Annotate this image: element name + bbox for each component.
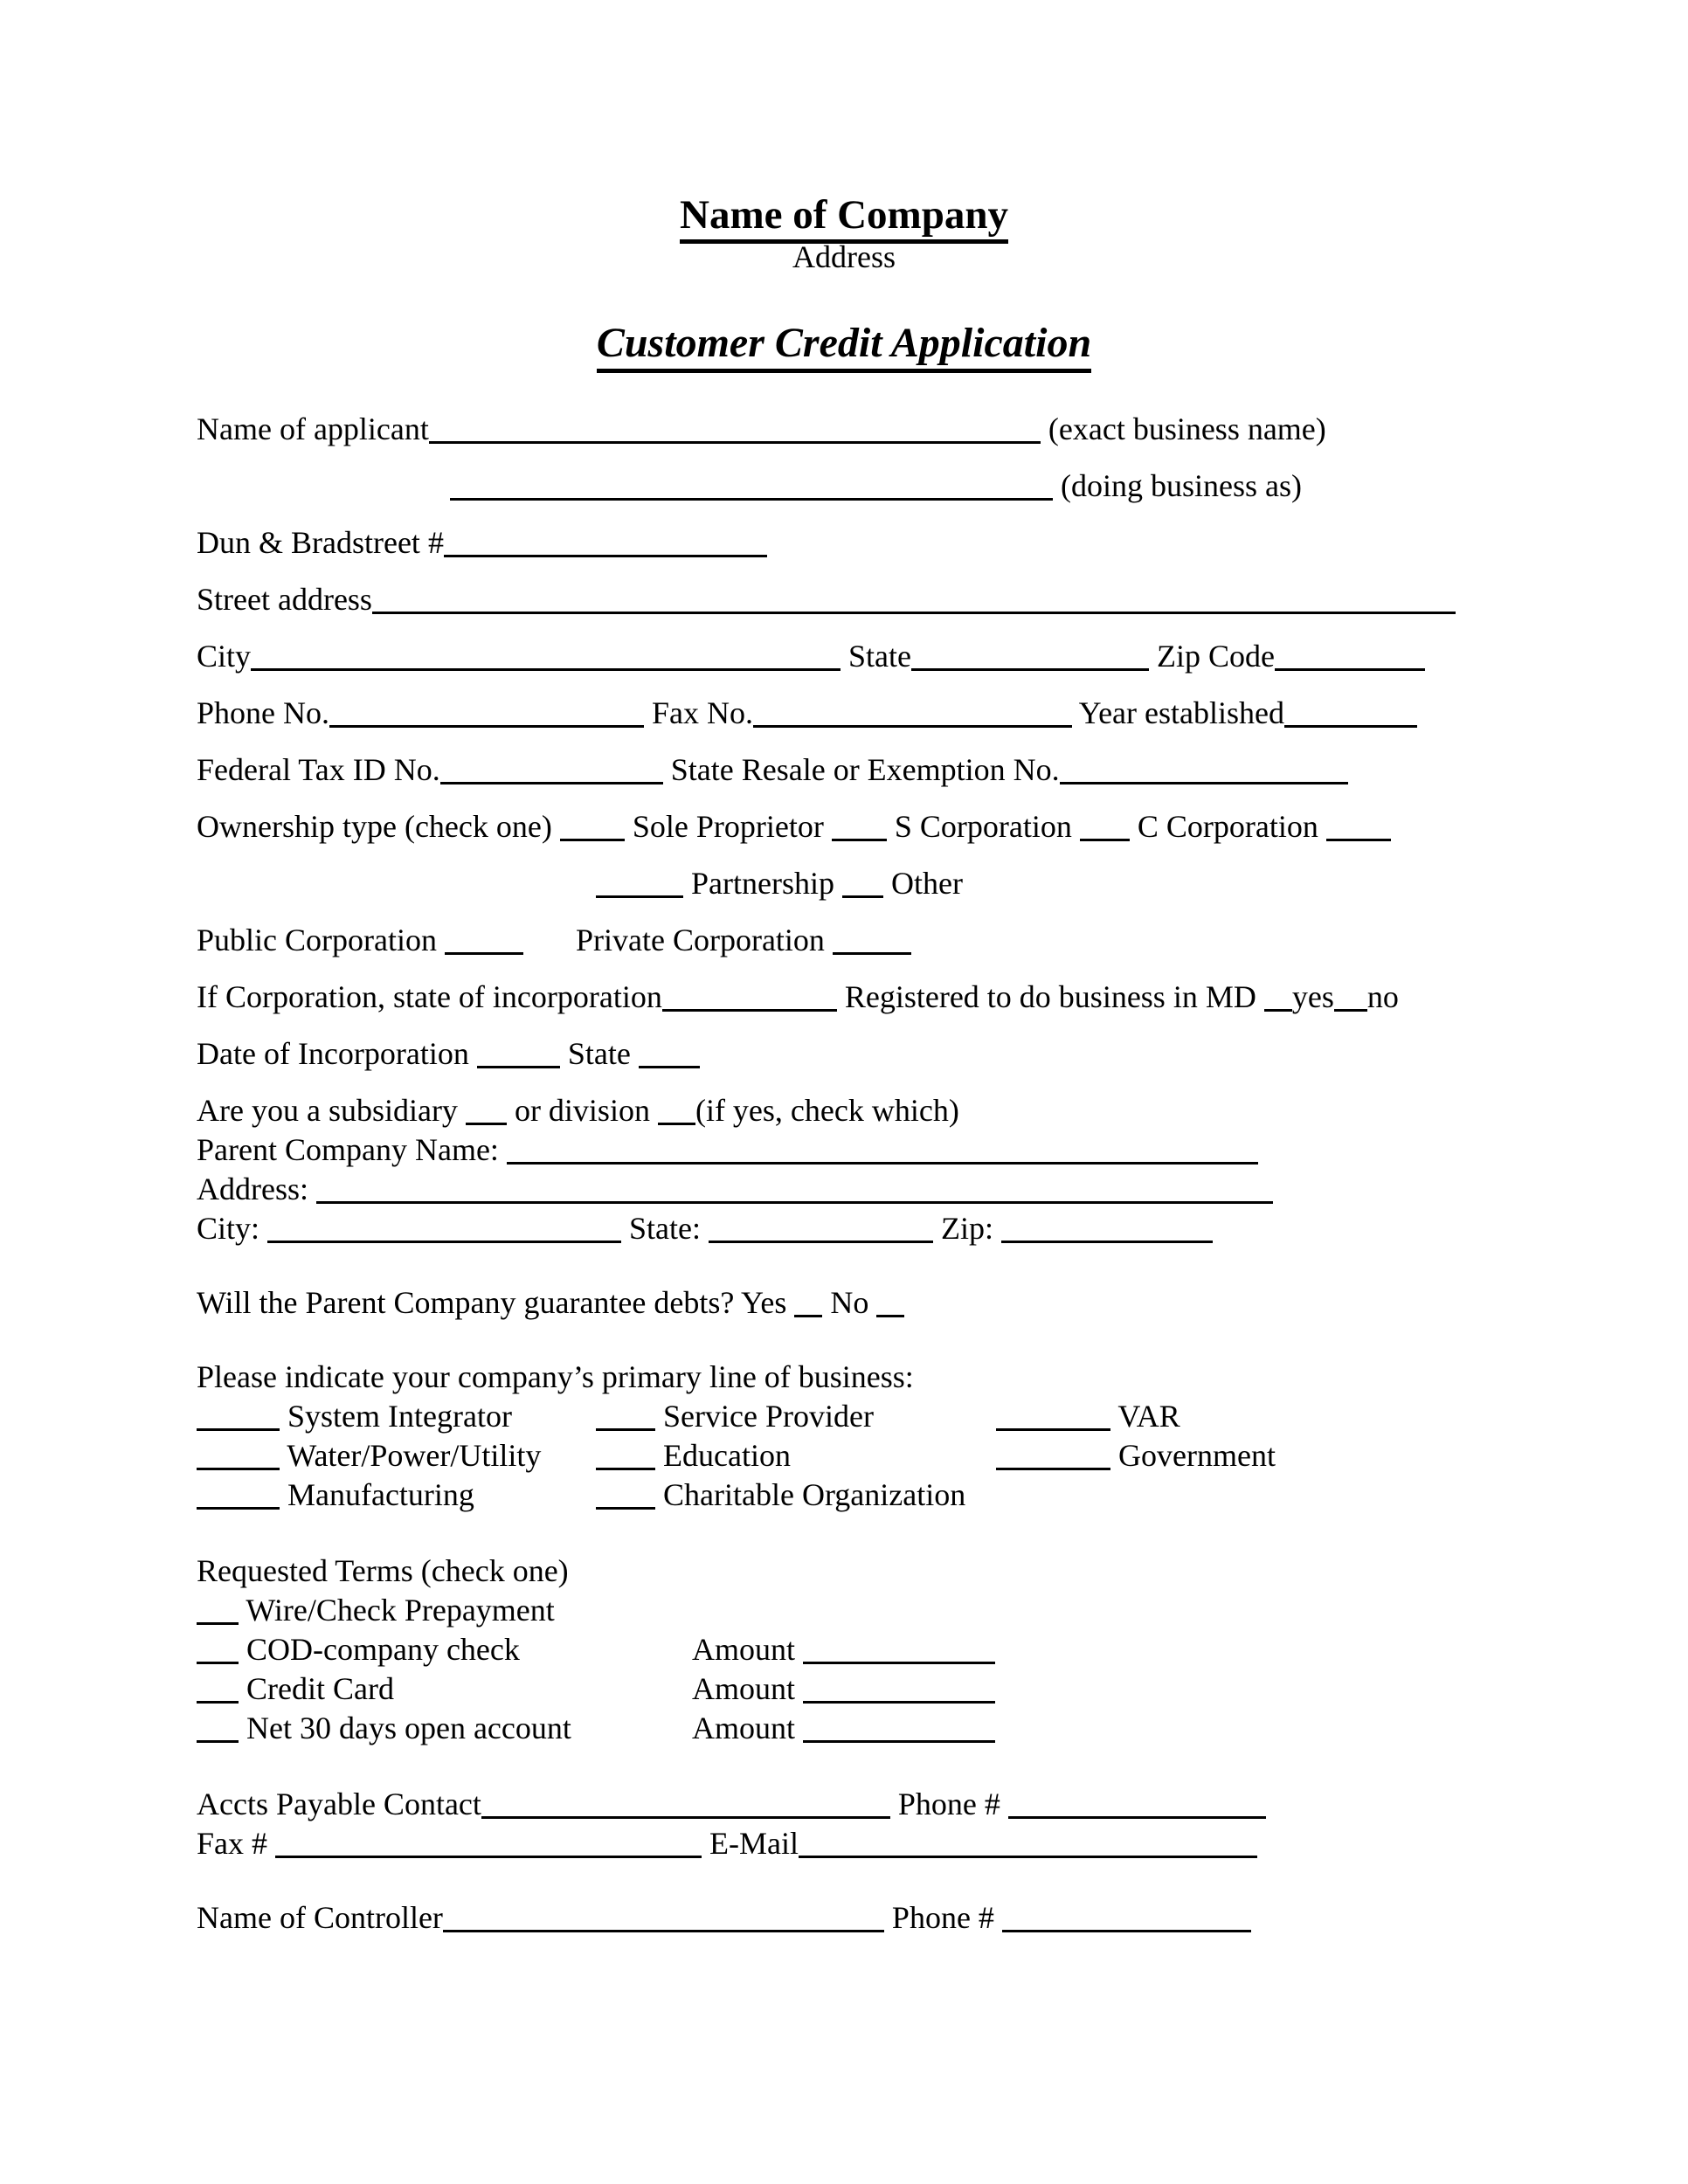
- ap-email-label: E-Mail: [709, 1826, 799, 1861]
- manufacturing-blank: [197, 1477, 280, 1510]
- parent-zip-label: Zip:: [941, 1211, 994, 1246]
- ap-phone-label: Phone #: [897, 1787, 1000, 1821]
- federal-tax-blank: [440, 752, 663, 784]
- c-corporation-label: C Corporation: [1137, 809, 1318, 844]
- line-of-business-header: Please indicate your company’s primary line of business:: [197, 1359, 914, 1394]
- parent-address-blank: [316, 1171, 1273, 1204]
- var-blank: [996, 1399, 1110, 1431]
- s-corporation-label: S Corporation: [894, 809, 1072, 844]
- ap-contact-blank: [481, 1787, 890, 1819]
- controller-phone-blank: [1002, 1900, 1251, 1932]
- form-body: [0, 410, 1688, 1938]
- registered-md-label: Registered to do business in MD: [844, 979, 1256, 1014]
- parent-name-blank: [507, 1132, 1258, 1165]
- ap-phone-blank: [1008, 1787, 1266, 1819]
- education-blank: [596, 1438, 655, 1470]
- net30-label: Net 30 days open account: [246, 1711, 571, 1745]
- sole-proprietor-blank: [560, 809, 625, 841]
- credit-card-amount-blank: [803, 1671, 995, 1704]
- other-blank: [842, 866, 883, 898]
- row-city-state-zip: [197, 637, 1487, 676]
- state-resale-blank: [1060, 752, 1348, 784]
- row-business-2: [197, 1436, 1487, 1476]
- public-corporation-blank: [445, 923, 523, 955]
- cod-label: COD-company check: [246, 1632, 520, 1667]
- guarantee-no-blank: [876, 1285, 904, 1317]
- row-public-private: [197, 921, 1487, 960]
- row-business-3: [197, 1476, 1487, 1515]
- row-guarantee-debts: [197, 1283, 1487, 1323]
- manufacturing-label: Manufacturing: [287, 1477, 474, 1512]
- parent-city-label: City:: [197, 1211, 260, 1246]
- date-incorporation-label: Date of Incorporation: [197, 1036, 469, 1071]
- wire-prepayment-blank: [197, 1593, 239, 1625]
- business-col-water-power-utility: [197, 1436, 596, 1476]
- fax-blank: [753, 695, 1072, 728]
- row-parent-address: [197, 1170, 1487, 1209]
- row-term-credit-card: [197, 1669, 1487, 1709]
- street-blank: [372, 582, 1456, 614]
- water-power-utility-blank: [197, 1438, 280, 1470]
- other-label: Other: [890, 866, 963, 901]
- credit-card-amount: [692, 1669, 1487, 1709]
- cod-amount: [692, 1630, 1487, 1669]
- row-state-of-incorporation: [197, 978, 1487, 1017]
- public-corporation-label: Public Corporation: [197, 923, 437, 957]
- net30-option: [197, 1709, 692, 1748]
- date-incorporation-blank: [477, 1036, 560, 1068]
- year-established-label: Year established: [1078, 695, 1284, 730]
- fax-label: Fax No.: [652, 695, 753, 730]
- dba-blank: [450, 468, 1053, 501]
- business-col-charitable: [596, 1476, 996, 1515]
- row-phone-fax-year: [197, 694, 1487, 733]
- guarantee-yes-label: Yes: [741, 1285, 787, 1320]
- wire-prepayment-label: Wire/Check Prepayment: [246, 1593, 555, 1628]
- ap-contact-label: Accts Payable Contact: [197, 1787, 481, 1821]
- state-label: State: [848, 639, 911, 674]
- credit-card-label: Credit Card: [246, 1671, 394, 1706]
- year-established-blank: [1284, 695, 1417, 728]
- parent-state-blank: [709, 1211, 933, 1243]
- applicant-hint: (exact business name): [1048, 411, 1326, 446]
- row-parent-city-state-zip: [197, 1209, 1487, 1248]
- parent-city-blank: [267, 1211, 621, 1243]
- net30-amount: [692, 1709, 1487, 1748]
- incorporation-label: If Corporation, state of incorporation: [197, 979, 662, 1014]
- parent-address-label: Address:: [197, 1171, 308, 1206]
- row-dba: [197, 467, 1487, 506]
- requested-terms-header: Requested Terms (check one): [197, 1553, 569, 1588]
- partnership-label: Partnership: [691, 866, 834, 901]
- row-business-1: [197, 1397, 1487, 1436]
- street-label: Street address: [197, 582, 372, 617]
- credit-card-blank: [197, 1671, 239, 1704]
- dun-label: Dun & Bradstreet #: [197, 525, 444, 560]
- parent-state-label: State:: [629, 1211, 702, 1246]
- subsidiary-blank: [466, 1093, 507, 1125]
- registered-yes-label: yes: [1291, 979, 1334, 1014]
- form-title-text: Customer Credit Application: [597, 320, 1091, 373]
- service-provider-blank: [596, 1399, 655, 1431]
- parent-zip-blank: [1001, 1211, 1213, 1243]
- s-corporation-blank: [832, 809, 887, 841]
- division-label: or division: [514, 1093, 650, 1128]
- parent-name-label: Parent Company Name:: [197, 1132, 499, 1167]
- row-subsidiary: [197, 1091, 1487, 1130]
- row-term-cod: [197, 1630, 1487, 1669]
- state-resale-label: State Resale or Exemption No.: [670, 752, 1060, 787]
- business-col-service-provider: [596, 1397, 996, 1436]
- cod-blank: [197, 1632, 239, 1664]
- subsidiary-check-hint: (if yes, check which): [695, 1093, 959, 1128]
- phone-label: Phone No.: [197, 695, 329, 730]
- date-incorporation-state-blank: [639, 1036, 700, 1068]
- credit-card-amount-label: Amount: [692, 1671, 796, 1706]
- row-parent-company-name: [197, 1130, 1487, 1170]
- dun-blank: [444, 525, 767, 557]
- ap-email-blank: [799, 1826, 1257, 1858]
- business-col-manufacturing: [197, 1476, 596, 1515]
- phone-blank: [329, 695, 644, 728]
- subsidiary-label: Are you a subsidiary: [197, 1093, 458, 1128]
- cod-amount-blank: [803, 1632, 995, 1664]
- cod-amount-label: Amount: [692, 1632, 796, 1667]
- var-label: VAR: [1117, 1399, 1180, 1434]
- service-provider-label: Service Provider: [663, 1399, 874, 1434]
- private-corporation-label: Private Corporation: [575, 923, 825, 957]
- row-street-address: [197, 580, 1487, 619]
- federal-tax-label: Federal Tax ID No.: [197, 752, 440, 787]
- registered-no-label: no: [1366, 979, 1399, 1014]
- guarantee-no-label: No: [830, 1285, 869, 1320]
- business-col-government: [996, 1436, 1487, 1476]
- partnership-blank: [596, 866, 683, 898]
- government-label: Government: [1118, 1438, 1276, 1473]
- ap-fax-label: Fax #: [197, 1826, 267, 1861]
- row-fax-email: [197, 1824, 1487, 1863]
- incorporation-state-blank: [662, 979, 837, 1012]
- c-corporation-check-blank: [1326, 809, 1391, 841]
- date-incorporation-state-label: State: [567, 1036, 631, 1071]
- system-integrator-blank: [197, 1399, 280, 1431]
- company-name-text: Name of Company: [680, 192, 1008, 244]
- water-power-utility-label: Water/Power/Utility: [287, 1438, 542, 1473]
- row-line-of-business-header: [197, 1358, 1487, 1397]
- net30-amount-blank: [803, 1711, 995, 1743]
- net30-amount-label: Amount: [692, 1711, 796, 1745]
- company-address: Address: [792, 239, 896, 274]
- system-integrator-label: System Integrator: [287, 1399, 512, 1434]
- c-corporation-blank: [1080, 809, 1130, 841]
- applicant-blank: [429, 411, 1041, 444]
- government-blank: [996, 1438, 1110, 1470]
- row-date-of-incorporation: [197, 1034, 1487, 1074]
- education-label: Education: [663, 1438, 791, 1473]
- applicant-label: Name of applicant: [197, 411, 429, 446]
- ownership-label: Ownership type (check one): [197, 809, 552, 844]
- row-dun-bradstreet: [197, 523, 1487, 563]
- controller-label: Name of Controller: [197, 1900, 443, 1935]
- row-tax-ids: [197, 750, 1487, 790]
- dba-hint: (doing business as): [1061, 468, 1302, 503]
- row-accts-payable: [197, 1785, 1487, 1824]
- row-term-wire: [197, 1591, 1487, 1630]
- controller-phone-label: Phone #: [891, 1900, 994, 1935]
- row-requested-terms-header: [197, 1552, 1487, 1591]
- zipcode-blank: [1275, 639, 1425, 671]
- company-name-title: [0, 192, 1688, 238]
- charitable-label: Charitable Organization: [663, 1477, 966, 1512]
- row-controller: [197, 1898, 1487, 1938]
- sole-proprietor-label: Sole Proprietor: [632, 809, 824, 844]
- charitable-blank: [596, 1477, 655, 1510]
- business-col-education: [596, 1436, 996, 1476]
- row-partnership-other: [197, 864, 1487, 903]
- registered-no-blank: [1334, 979, 1367, 1012]
- row-term-net30: [197, 1709, 1487, 1748]
- business-col-var: [996, 1397, 1487, 1436]
- row-ownership-type: [197, 807, 1487, 847]
- document-header: [0, 192, 1688, 366]
- guarantee-question: Will the Parent Company guarantee debts?: [197, 1285, 735, 1320]
- form-title: [0, 321, 1688, 366]
- state-blank: [911, 639, 1149, 671]
- registered-yes-blank: [1264, 979, 1292, 1012]
- city-blank: [251, 639, 841, 671]
- private-corporation-blank: [833, 923, 911, 955]
- net30-blank: [197, 1711, 239, 1743]
- zipcode-label: Zip Code: [1157, 639, 1275, 674]
- credit-card-option: [197, 1669, 692, 1709]
- business-col-system-integrator: [197, 1397, 596, 1436]
- cod-option: [197, 1630, 692, 1669]
- division-blank: [658, 1093, 695, 1125]
- ap-fax-blank: [275, 1826, 702, 1858]
- city-label: City: [197, 639, 252, 674]
- controller-name-blank: [443, 1900, 884, 1932]
- row-applicant: [197, 410, 1487, 449]
- guarantee-yes-blank: [794, 1285, 822, 1317]
